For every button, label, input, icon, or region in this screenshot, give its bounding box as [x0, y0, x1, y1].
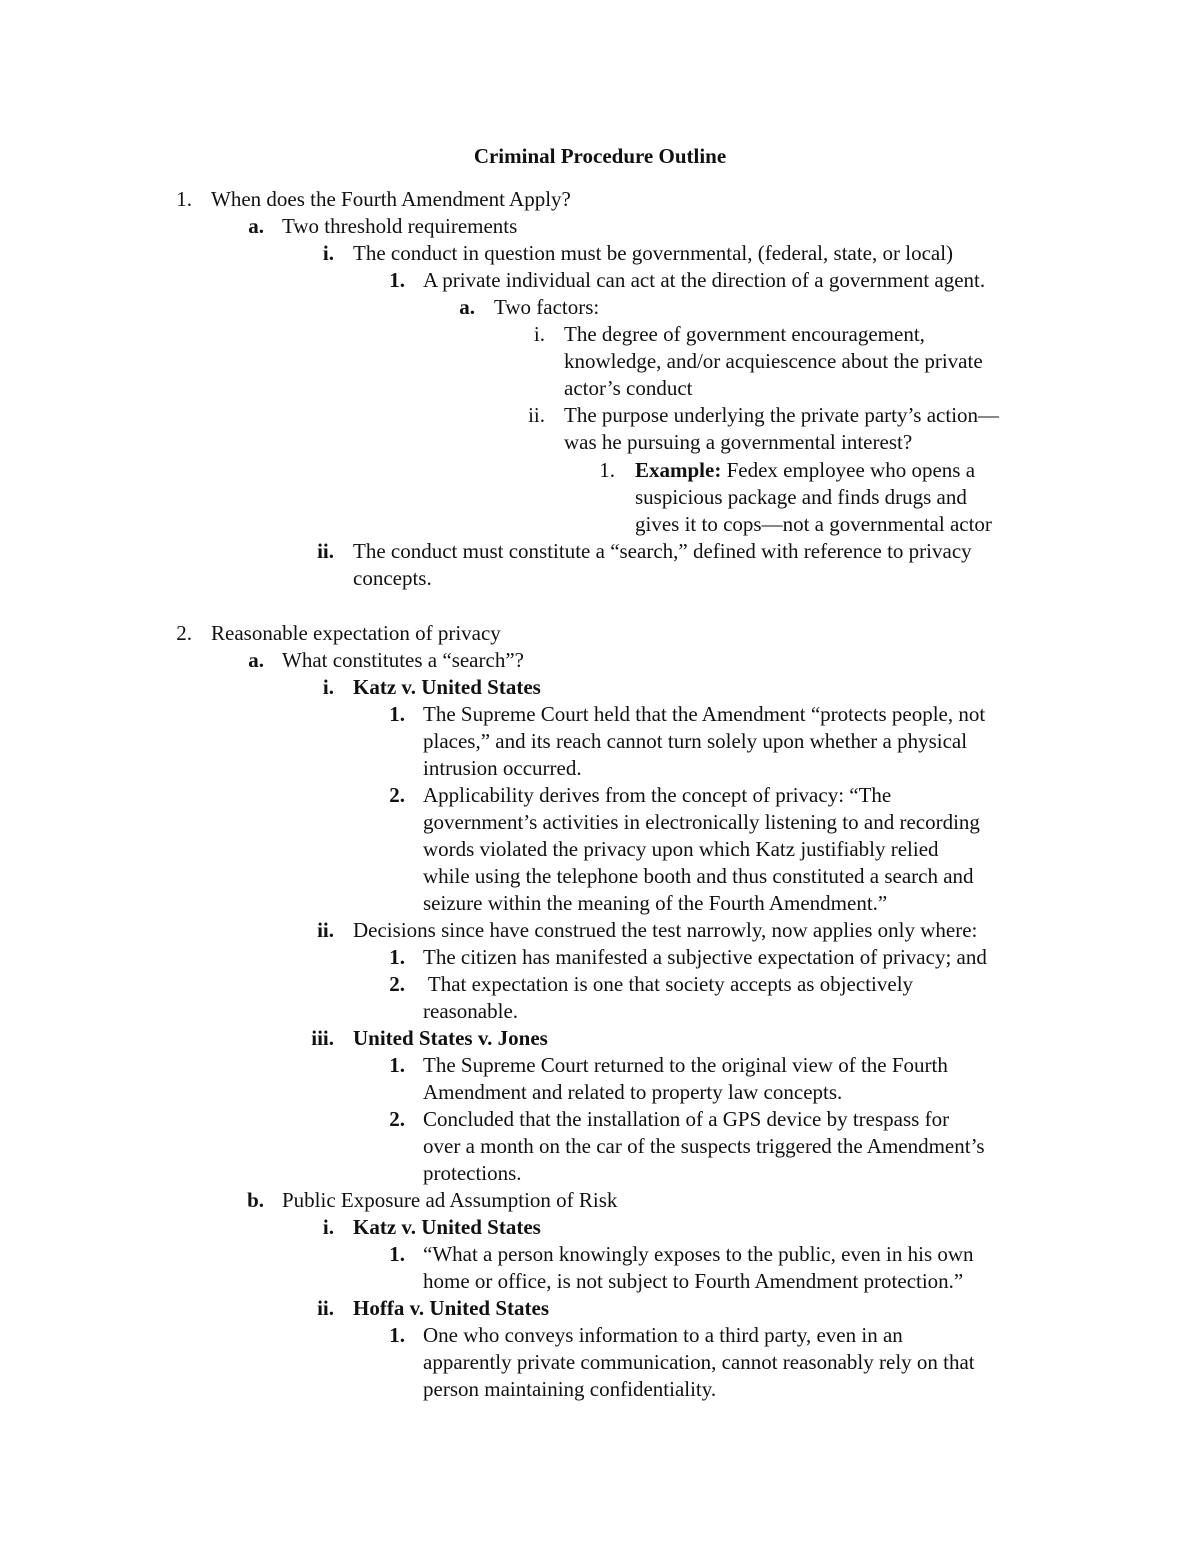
outline-text: gives it to cops—not a governmental actor: [635, 512, 992, 536]
list-marker: 1.: [389, 702, 405, 726]
case-name: Katz v. United States: [353, 675, 541, 699]
list-marker: i.: [322, 675, 334, 699]
outline-text: Concluded that the installation of a GPS device by trespass for: [423, 1107, 950, 1131]
outline-text: The degree of government encouragement,: [564, 322, 925, 346]
list-marker: 1.: [389, 1053, 405, 1077]
list-marker: a.: [248, 648, 264, 672]
case-name: Hoffa v. United States: [353, 1296, 549, 1320]
outline-text: Fedex employee who opens a: [726, 458, 976, 482]
outline-text: seizure within the meaning of the Fourth Amendment.”: [423, 891, 888, 915]
outline-text: apparently private communication, cannot reasonably rely on that: [423, 1350, 975, 1374]
outline-text: That expectation is one that society accepts as objectively: [423, 972, 914, 996]
outline-text: over a month on the car of the suspects triggered the Amendment’s: [423, 1134, 985, 1158]
list-marker: i.: [322, 1215, 334, 1239]
list-marker: iii.: [311, 1026, 334, 1050]
page-title: Criminal Procedure Outline: [473, 144, 727, 168]
example-label: Example:: [635, 458, 722, 482]
outline-text: What constitutes a “search”?: [282, 648, 524, 672]
list-marker: 2.: [389, 1107, 405, 1131]
list-marker: a.: [459, 295, 475, 319]
list-marker: ii.: [528, 403, 545, 427]
outline-text: home or office, is not subject to Fourth Amendment protection.”: [423, 1269, 964, 1293]
outline-text: Public Exposure ad Assumption of Risk: [282, 1188, 618, 1212]
outline-text: reasonable.: [423, 999, 519, 1023]
outline-text: The conduct must constitute a “search,” defined with reference to privacy: [353, 539, 972, 563]
outline-text: Applicability derives from the concept of privacy: “The: [423, 783, 892, 807]
list-marker: 2.: [176, 621, 192, 645]
outline-text: person maintaining confidentiality.: [423, 1377, 717, 1401]
outline-text: Amendment and related to property law concepts.: [423, 1080, 843, 1104]
list-marker: ii.: [317, 539, 334, 563]
outline-text: “What a person knowingly exposes to the public, even in his own: [423, 1242, 974, 1266]
outline-text: Decisions since have construed the test narrowly, now applies only where:: [353, 918, 978, 942]
outline-text: knowledge, and/or acquiescence about the private: [564, 349, 983, 373]
case-name: Katz v. United States: [353, 1215, 541, 1239]
list-marker: ii.: [317, 1296, 334, 1320]
list-marker: 1.: [599, 458, 615, 482]
outline-text: was he pursuing a governmental interest?: [564, 430, 913, 454]
outline-text: intrusion occurred.: [423, 756, 582, 780]
list-marker: 1.: [389, 1242, 405, 1266]
list-marker: ii.: [317, 918, 334, 942]
outline-text: The purpose underlying the private party’s action—: [564, 403, 1000, 427]
outline-text: When does the Fourth Amendment Apply?: [211, 187, 571, 211]
list-marker: 1.: [389, 268, 405, 292]
outline-text: One who conveys information to a third party, even in an: [423, 1323, 903, 1347]
list-marker: 2.: [389, 783, 405, 807]
outline-text: Two factors:: [494, 295, 600, 319]
outline-text: The conduct in question must be governmental, (federal, state, or local): [353, 241, 954, 265]
list-marker: i.: [322, 241, 334, 265]
outline-text: places,” and its reach cannot turn solely upon whether a physical: [423, 729, 968, 753]
outline-text: words violated the privacy upon which Katz justifiably relied: [423, 837, 939, 861]
outline-text: Two threshold requirements: [282, 214, 518, 238]
outline-text: A private individual can act at the direction of a government agent.: [423, 268, 986, 292]
outline-text: concepts.: [353, 566, 432, 590]
list-marker: 2.: [389, 972, 405, 996]
outline-text: actor’s conduct: [564, 376, 693, 400]
outline-text: Reasonable expectation of privacy: [211, 621, 501, 645]
outline-text: while using the telephone booth and thus constituted a search and: [423, 864, 974, 888]
outline-text: The Supreme Court held that the Amendment “protects people, not: [423, 702, 986, 726]
list-marker: a.: [248, 214, 264, 238]
case-name: United States v. Jones: [353, 1026, 548, 1050]
list-marker: 1.: [389, 1323, 405, 1347]
outline-text: The Supreme Court returned to the original view of the Fourth: [423, 1053, 948, 1077]
outline-text: protections.: [423, 1161, 522, 1185]
list-marker: 1.: [176, 187, 192, 211]
list-marker: i.: [533, 322, 545, 346]
list-marker: b.: [247, 1188, 264, 1212]
list-marker: 1.: [389, 945, 405, 969]
outline-text: government’s activities in electronically listening to and recording: [423, 810, 980, 834]
outline-text: The citizen has manifested a subjective expectation of privacy; and: [423, 945, 987, 969]
outline-text: suspicious package and finds drugs and: [635, 485, 967, 509]
